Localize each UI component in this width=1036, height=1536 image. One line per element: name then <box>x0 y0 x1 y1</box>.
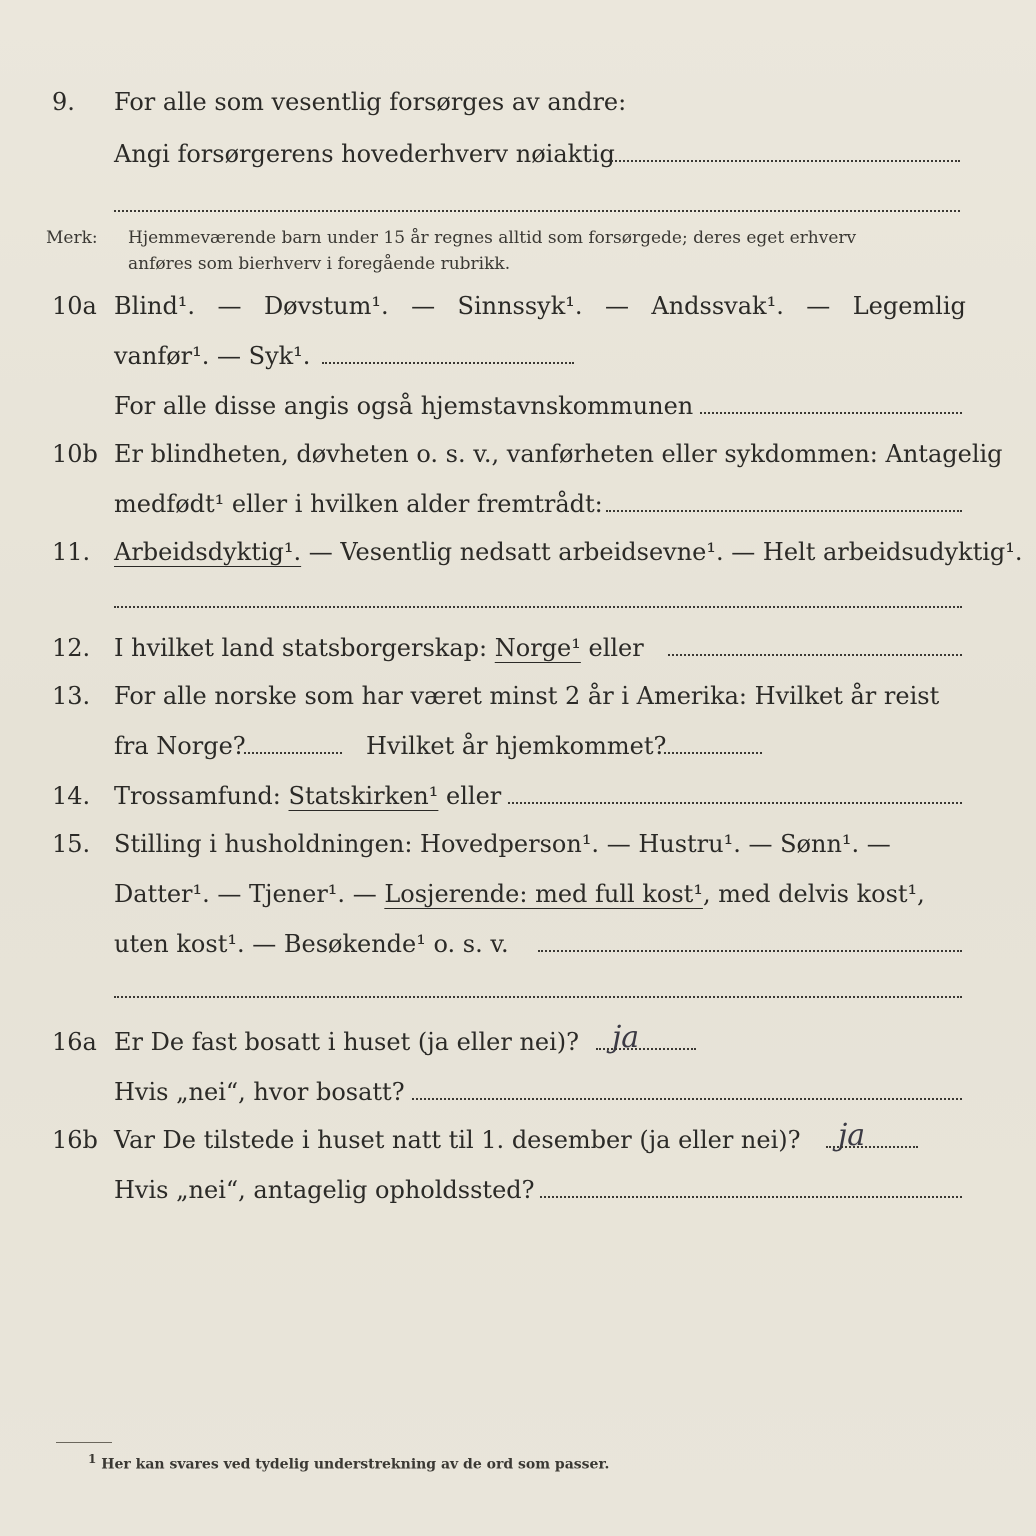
q14-eller: eller <box>446 782 502 810</box>
q16b-number: 16b <box>52 1126 98 1154</box>
merk-line-1: Hjemmeværende barn under 15 år regnes alltid som forsørgede; deres eget erhverv <box>128 228 857 248</box>
q13-hjemkommet-answer[interactable] <box>664 752 762 754</box>
q16a-handwritten-answer: ja <box>612 1020 640 1055</box>
q15-number: 15. <box>52 830 91 858</box>
q10b-line-2: medfødt¹ eller i hvilken alder fremtrådt: <box>114 490 603 518</box>
q10b-number: 10b <box>52 440 98 468</box>
q12-question: I hvilket land statsborgerskap: <box>114 634 488 662</box>
q13-number: 13. <box>52 682 91 710</box>
q15-line-1: Stilling i husholdningen: Hovedperson¹. — Hustru¹. — Sønn¹. — <box>114 830 891 858</box>
q16a-line-1: Er De fast bosatt i huset (ja eller nei)? <box>114 1028 580 1056</box>
q12-norge-underlined: Norge¹ <box>494 634 581 662</box>
q16b-answer-line[interactable] <box>826 1146 918 1148</box>
q15-row-3 <box>0 924 1036 964</box>
footnote-rule <box>56 1442 112 1443</box>
q11-arbeidsdyktig-underlined: Arbeidsdyktig¹. <box>114 538 302 566</box>
q12-number: 12. <box>52 634 91 662</box>
q10a-blind: Blind¹. <box>114 292 196 320</box>
q10a-answer-line-1[interactable] <box>322 362 574 364</box>
q11-row <box>0 532 1036 572</box>
q15-row-1 <box>0 824 1036 864</box>
q16a-line-2: Hvis „nei“, hvor bosatt? <box>114 1078 405 1106</box>
q9-line-1: For alle som vesentlig forsørges av andre: <box>114 88 627 116</box>
footnote <box>88 1452 609 1473</box>
q9-row-2 <box>0 134 1036 174</box>
q16a-number: 16a <box>52 1028 97 1056</box>
q16a-row-2 <box>0 1072 1036 1112</box>
q10a-legemlig: Legemlig <box>852 292 966 320</box>
q13-line-1: For alle norske som har været minst 2 år i Amerika: Hvilket år reist <box>114 682 940 710</box>
q16b-handwritten-answer: ja <box>838 1118 866 1153</box>
q10a-row-2 <box>0 336 1036 376</box>
q10a-dovstum: Døvstum¹. <box>263 292 389 320</box>
q10b-line-1: Er blindheten, døvheten o. s. v., vanførheten eller sykdommen: Antagelig <box>114 440 1003 468</box>
q15-delvis-kost: , med delvis kost¹, <box>702 880 925 908</box>
q16b-opholdssted-answer-line[interactable] <box>540 1196 962 1198</box>
q10a-line-3: For alle disse angis også hjemstavnskommunen <box>114 392 694 420</box>
q12-row <box>0 628 1036 668</box>
q13-row-1 <box>0 676 1036 716</box>
merk-line-2: anføres som bierhverv i foregående rubrikk. <box>128 254 511 274</box>
q9-line-2: Angi forsørgerens hovederhverv nøiaktig <box>114 140 615 168</box>
q13-reist-answer[interactable] <box>244 752 342 754</box>
q11-answer-line[interactable] <box>114 606 962 608</box>
q10a-andssvak: Andssvak¹. <box>651 292 784 320</box>
merk-label: Merk: <box>46 228 98 248</box>
q10a-dash-2: — <box>411 292 436 320</box>
q9-answer-line-2[interactable] <box>114 210 960 212</box>
q16a-row-1 <box>0 1022 1036 1062</box>
q14-line <box>114 776 501 816</box>
q16b-line-1: Var De tilstede i huset natt til 1. desember (ja eller nei)? <box>114 1126 801 1154</box>
q13-reist-label: fra Norge? <box>114 732 246 760</box>
q10a-row-3 <box>0 386 1036 426</box>
q16a-bosatt-answer-line[interactable] <box>412 1098 962 1100</box>
q15-line-2 <box>114 874 925 914</box>
q10a-sinnssyk: Sinnssyk¹. <box>457 292 583 320</box>
q14-answer-line[interactable] <box>508 802 962 804</box>
q11-line <box>114 532 1023 572</box>
q10a-answer-line-2[interactable] <box>700 412 962 414</box>
q15-datter-tjener: Datter¹. — Tjener¹. — <box>114 880 377 908</box>
q9-number: 9. <box>52 88 75 116</box>
q10b-answer-line[interactable] <box>606 510 962 512</box>
footnote-mark: 1 <box>88 1452 97 1466</box>
q12-answer-line[interactable] <box>668 654 962 656</box>
q10a-line-1 <box>114 286 966 326</box>
q10a-line-2: vanfør¹. — Syk¹. <box>114 342 311 370</box>
q14-question: Trossamfund: <box>114 782 281 810</box>
q10b-row-2 <box>0 484 1036 524</box>
q9-row-1 <box>0 82 1036 122</box>
q12-line <box>114 628 644 668</box>
q10b-row-1 <box>0 434 1036 474</box>
q14-statskirken-underlined: Statskirken¹ <box>288 782 439 810</box>
q10a-dash-4: — <box>806 292 831 320</box>
q10a-dash-3: — <box>604 292 629 320</box>
q11-rest: — Vesentlig nedsatt arbeidsevne¹. — Helt arbeidsudyktig¹. <box>308 538 1023 566</box>
q15-row-2 <box>0 874 1036 914</box>
q16b-row-2 <box>0 1170 1036 1210</box>
q11-number: 11. <box>52 538 91 566</box>
q9-answer-line-1[interactable] <box>608 160 960 162</box>
q13-row-2 <box>0 726 1036 766</box>
q15-answer-line-2[interactable] <box>114 996 962 998</box>
q15-answer-line-1[interactable] <box>538 950 962 952</box>
q12-eller: eller <box>588 634 644 662</box>
q16a-answer-line[interactable] <box>596 1048 696 1050</box>
q14-row <box>0 776 1036 816</box>
q15-line-3: uten kost¹. — Besøkende¹ o. s. v. <box>114 930 509 958</box>
q13-hjemkommet-label: Hvilket år hjemkommet? <box>366 732 667 760</box>
q10a-number: 10a <box>52 292 97 320</box>
q16b-line-2: Hvis „nei“, antagelig opholdssted? <box>114 1176 535 1204</box>
q15-losjerende-underlined: Losjerende: med full kost¹ <box>384 880 703 908</box>
footnote-text: Her kan svares ved tydelig understrekning av de ord som passer. <box>101 1456 610 1473</box>
q16b-row-1 <box>0 1120 1036 1160</box>
q10a-row-1 <box>0 286 1036 326</box>
q14-number: 14. <box>52 782 91 810</box>
q10a-dash-1: — <box>217 292 242 320</box>
